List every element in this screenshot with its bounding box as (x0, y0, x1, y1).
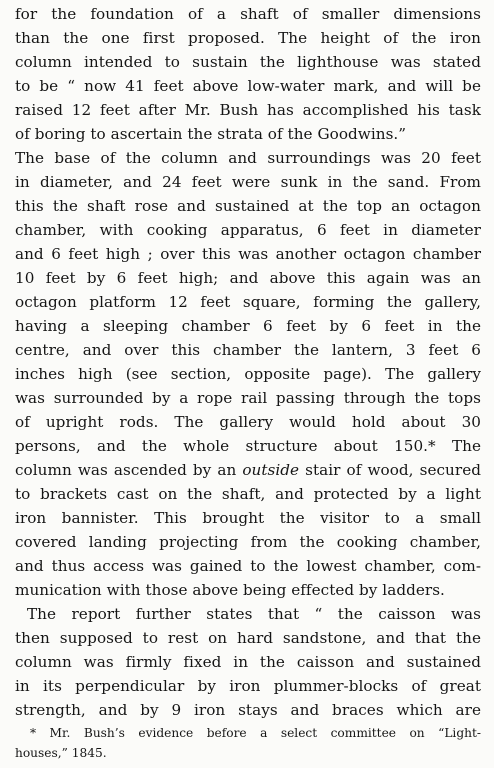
text-line-29: in its perpendicular by iron plummer-blocks of great (15, 677, 481, 695)
text-line-20 (15, 458, 481, 482)
text-line-11: and 6 feet high ; over this was another octagon chamber (15, 245, 481, 263)
text-line-13: octagon platform 12 feet square, forming the gallery, (15, 293, 481, 311)
text-line-22: iron bannister. This brought the visitor to a small (15, 509, 481, 527)
text-line-8: in diameter, and 24 feet were sunk in the sand. From (15, 173, 481, 191)
text-line-16: inches high (see section, opposite page). The gallery (15, 365, 481, 383)
text-line-12: 10 feet by 6 feet high; and above this again was an (15, 269, 481, 287)
text-line-1: for the foundation of a shaft of smaller dimensions (15, 5, 481, 23)
footnote-line-1: * Mr. Bush’s evidence before a select committee on “Light- (30, 726, 481, 740)
text-line-21: to brackets cast on the shaft, and protected by a light (15, 485, 481, 503)
text-line-23: covered landing projecting from the cooking chamber, (15, 533, 481, 551)
text-line-5: raised 12 feet after Mr. Bush has accomplished his task (15, 101, 481, 119)
text-line-28: column was firmly fixed in the caisson and sustained (15, 653, 481, 671)
text-line-14: having a sleeping chamber 6 feet by 6 feet in the (15, 317, 481, 335)
text-line-24: and thus access was gained to the lowest chamber, com- (15, 557, 481, 575)
text-line-7: The base of the column and surroundings was 20 feet (15, 149, 481, 167)
text-line-30: strength, and by 9 iron stays and braces which are (15, 701, 481, 719)
italic-word-outside: outside (242, 461, 300, 479)
text-line-26: The report further states that “ the caisson was (27, 605, 481, 623)
text-line-20-start: column was ascended by an (15, 461, 243, 479)
text-line-4: to be “ now 41 feet above low-water mark, and will be (15, 77, 481, 95)
text-line-2: than the one first proposed. The height of the iron (15, 29, 481, 47)
text-line-25: munication with those above being effected by ladders. (15, 581, 445, 599)
text-line-18: of upright rods. The gallery would hold about 30 (15, 413, 481, 431)
text-line-3: column intended to sustain the lighthouse was stated (15, 53, 481, 71)
text-line-9: this the shaft rose and sustained at the top an octagon (15, 197, 481, 215)
text-line-15: centre, and over this chamber the lantern, 3 feet 6 (15, 341, 481, 359)
text-line-19: persons, and the whole structure about 150.* The (15, 437, 481, 455)
text-line-10: chamber, with cooking apparatus, 6 feet in diameter (15, 221, 481, 239)
text-line-27: then supposed to rest on hard sandstone, and that the (15, 629, 481, 647)
text-line-6: of boring to ascertain the strata of the Goodwins.” (15, 125, 407, 143)
footnote-line-2: houses,” 1845. (15, 746, 107, 760)
text-line-17: was surrounded by a rope rail passing through the tops (15, 389, 481, 407)
text-line-20-end: stair of wood, secured (299, 461, 482, 479)
